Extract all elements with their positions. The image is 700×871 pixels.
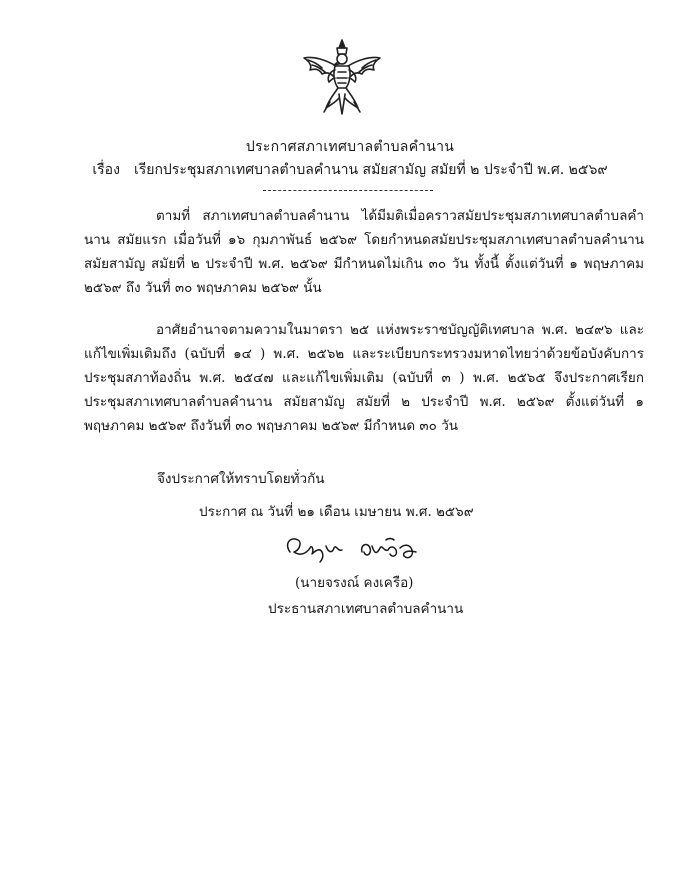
subject-label: เรื่อง — [92, 162, 120, 178]
handwritten-signature — [276, 530, 436, 566]
garuda-emblem-icon — [300, 38, 384, 116]
signer-position: ประธานสภาเทศบาลตำบลคำนาน — [268, 601, 464, 617]
announcement-date: ประกาศ ณ วันที่ ๒๑ เดือน เมษายน พ.ศ. ๒๕๖๙ — [199, 504, 474, 520]
notice-text: จึงประกาศให้ทราบโดยทั่วกัน — [157, 471, 325, 487]
paragraph-1: ตามที่ สภาเทศบาลตำบลคำนาน ได้มีมติเมื่อคราวสมัยประชุมสภาเทศบาลตำบลคำนาน สมัยแรก เมื่อวันที่ ๑๖ กุมภาพันธ์ ๒๕๖๙ โดยกำหนดสมัยประชุมสภาเทศบาลตำบลคำนาน สมัยสามัญ สมัยที่ ๒ ประจำปี พ.ศ. ๒๕๖๙ มีกำหนดไม่เกิน ๓๐ วัน ทั้งนี้ ตั้งแต่วันที่ ๑ พฤษภาคม ๒๕๖๙ ถึง วันที่ ๓๐ พฤษภาคม ๒๕๖๙ นั้น — [84, 208, 644, 296]
paragraph-2: อาศัยอำนาจตามความในมาตรา ๒๕ แห่งพระราชบัญญัติเทศบาล พ.ศ. ๒๔๙๖ และแก้ไขเพิ่มเติมถึง (ฉบับที่ ๑๔ ) พ.ศ. ๒๕๖๒ และระเบียบกระทรวงมหาดไทยว่าด้วยข้อบังคับการประชุมสภาท้องถิ่น พ.ศ. ๒๕๔๗ และแก้ไขเพิ่มเติม (ฉบับที่ ๓ ) พ.ศ. ๒๕๖๕ จึงประกาศเรียกประชุมสภาเทศบาลตำบลคำนาน สมัยสามัญ สมัยที่ ๒ ประจำปี พ.ศ. ๒๕๖๙ ตั้งแต่วันที่ ๑ พฤษภาคม ๒๕๖๙ ถึงวันที่ ๓๐ พฤษภาคม ๒๕๖๙ มีกำหนด ๓๐ วัน — [84, 322, 644, 434]
divider — [263, 190, 433, 191]
subject-text: เรียกประชุมสภาเทศบาลตำบลคำนาน สมัยสามัญ สมัยที่ ๒ ประจำปี พ.ศ. ๒๕๖๙ — [133, 162, 608, 178]
announcement-title: ประกาศสภาเทศบาลตำบลคำนาน — [245, 139, 455, 155]
subject-line — [0, 159, 700, 181]
signer-name: (นายจรงณ์ คงเครือ) — [295, 575, 414, 591]
